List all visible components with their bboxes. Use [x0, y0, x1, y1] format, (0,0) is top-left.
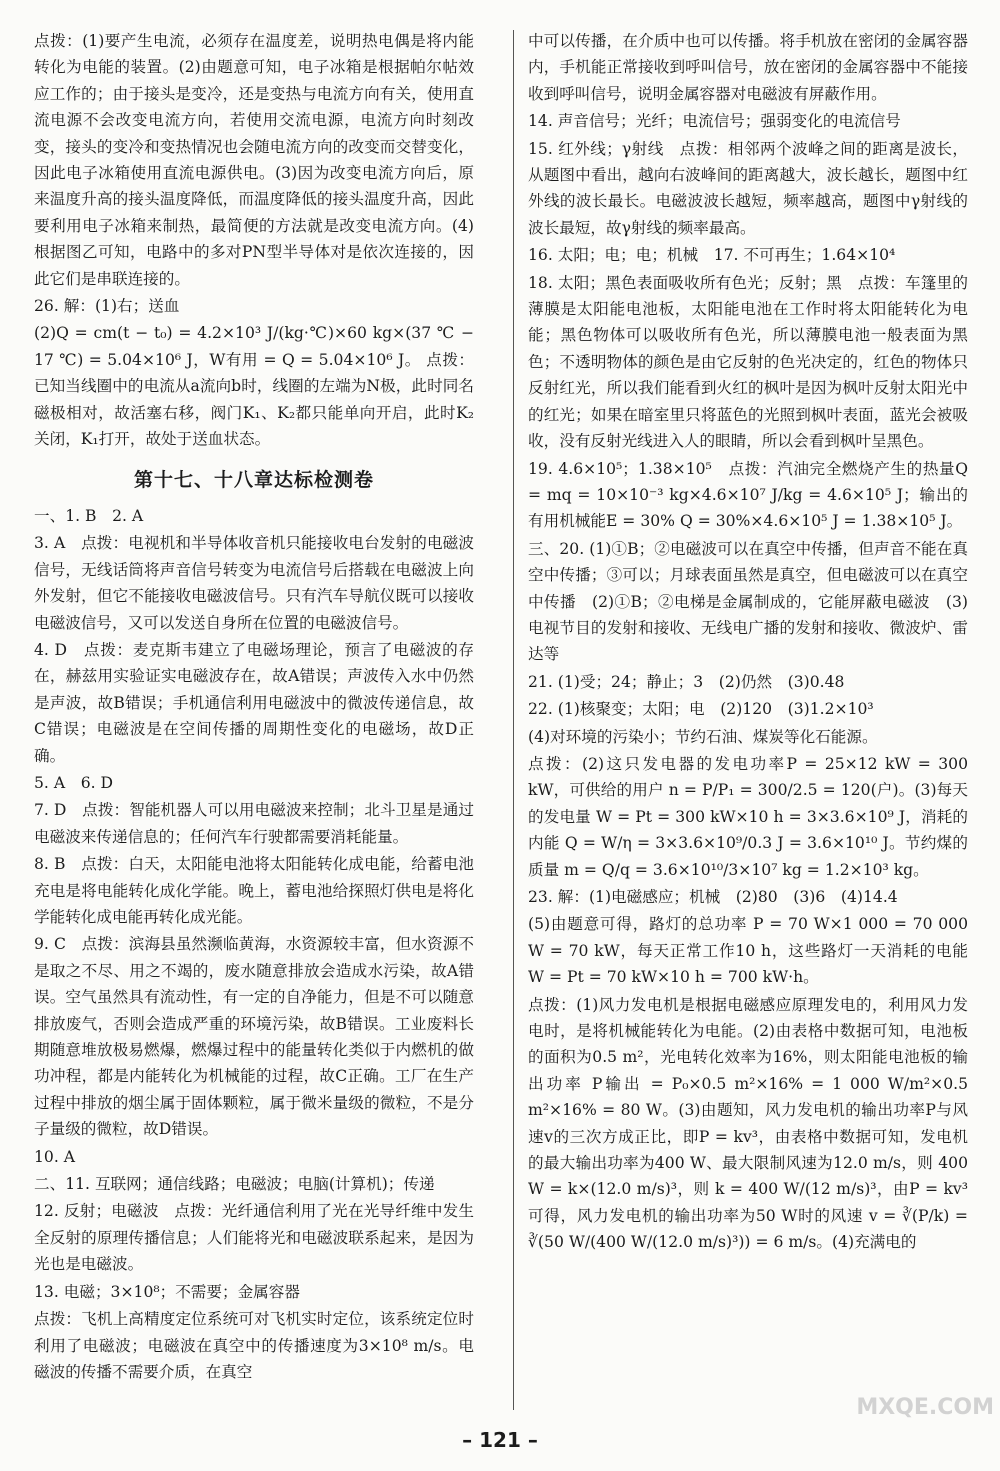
answer-8: 8. B 点拨：白天，太阳能电池将太阳能转化成电能，给蓄电池充电是将电能转化成化学能。晚上，蓄电池给探照灯供电是将化学能转化成电能再转化成光能。 [34, 855, 474, 926]
section-title: 第十七、十八章达标检测卷 [133, 468, 374, 491]
answer-13-continued: 中可以传播，在介质中也可以传播。将手机放在密闭的金属容器内，手机能正常接收到呼叫信号，放在密闭的金属容器中不能接收到呼叫信号，说明金属容器对电磁波有屏蔽作用。 [528, 32, 968, 103]
answer-26: 26. 解：(1)右；送血 [34, 297, 180, 316]
answer-5-6: 5. A 6. D [34, 773, 114, 792]
answer-22-tip: 点拨：(2)这只发电器的发电功率P = 25×12 kW = 300 kW，可供给的用户 n = P/P₁ = 300/2.5 = 120(户)。(3)每天的发电量 W = Pt = 300 kW×10 h = 3×3.6×10⁹ J，消耗的内能 Q = W/η = 3×3.6×10⁹/0.3 J = 3.6×10¹⁰ J。节约煤的质量 m = Q/q = 3.6×10¹⁰/3×10⁷ kg = 1.2×10³ kg。 [528, 754, 968, 879]
answer-14: 14. 声音信号；光纤；电流信号；强弱变化的电流信号 [528, 112, 901, 131]
answer-22-part4: (4)对环境的污染小；节约石油、煤炭等化石能源。 [528, 727, 878, 746]
answer-23-part5: (5)由题意可得，路灯的总功率 P = 70 W×1 000 = 70 000 W = 70 kW，每天正常工作10 h，这些路灯一天消耗的电能 W = Pt = 70 kW×10 h = 700 kW·h。 [528, 915, 968, 987]
answer-26-detail: (2)Q = cm(t − t₀) = 4.2×10³ J/(kg·℃)×60 kg×(37 ℃ − 17 ℃) = 5.04×10⁶ J，W有用 = Q = 5.04×10⁶ J。 点拨：已知当线圈中的电流从a流向b时，线圈的左端为N极，此时同名磁极相对，故活塞右移，阀门K₁、K₂都只能单向开启，此时K₂关闭，K₁打开，故处于送血状态。 [34, 324, 474, 449]
answer-23: 23. 解：(1)电磁感应；机械 (2)80 (3)6 (4)14.4 [528, 888, 898, 906]
answer-22: 22. (1)核聚变；太阳；电 (2)120 (3)1.2×10³ [528, 700, 874, 719]
answer-4: 4. D 点拨：麦克斯韦建立了电磁场理论，预言了电磁波的存在，赫兹用实验证实电磁波存在，故A错误；声波传入水中仍然是声波，故B错误；手机通信利用电磁波中的微波传递信息，故C错误；电磁波是在空间传播的周期性变化的电磁场，故D正确。 [34, 640, 474, 765]
answer-13-tip: 点拨：飞机上高精度定位系统可对飞机实时定位，该系统定位时利用了电磁波；电磁波在真空中的传播速度为3×10⁸ m/s。电磁波的传播不需要介质，在真空 [34, 1310, 474, 1381]
answer-13: 13. 电磁；3×10⁸；不需要；金属容器 [34, 1282, 300, 1301]
answer-12: 12. 反射；电磁波 点拨：光纤通信利用了光在光导纤维中发生全反射的原理传播信息；人们能将光和电磁波联系起来，是因为光也是电磁波。 [34, 1202, 474, 1274]
answer-15: 15. 红外线；γ射线 点拨：相邻两个波峰之间的距离是波长，从题图中看出，越向右波峰间的距离越大，波长越长，题图中红外线的波长最长。电磁波波长越短，频率越高，题图中γ射线的波长最短，故γ射线的频率最高。 [528, 139, 968, 237]
answer-9: 9. C 点拨：滨海县虽然濒临黄海，水资源较丰富，但水资源不是取之不尽、用之不竭的，废水随意排放会造成水污染，故A错误。空气虽然具有流动性，有一定的自净能力，但是不可以随意排放废气，否则会造成严重的环境污染，故B错误。工业废料长期随意堆放极易燃爆，燃爆过程中的能量转化类似于内燃机的做功冲程，都是内能转化为机械能的过程，故C正确。工厂在生产过程中排放的烟尘属于固体颗粒，属于微米量级的微粒，不是分子量级的微粒，故D错误。 [34, 935, 474, 1139]
answer-20: 三、20. (1)①B；②电磁波可以在真空中传播，但声音不能在真空中传播；③可以；月球表面虽然是真空，但电磁波可以在真空中传播 (2)①B；②电梯是金属制成的，它能屏蔽电磁波 (3)电视节目的发射和接收、无线电广播的发射和接收、微波炉、雷达等 [528, 539, 968, 664]
answer-7: 7. D 点拨：智能机器人可以用电磁波来控制；北斗卫星是通过电磁波来传递信息的；任何汽车行驶都需要消耗能量。 [34, 801, 474, 846]
answer-11: 二、11. 互联网；通信线路；电磁波；电脑(计算机)；传递 [34, 1175, 435, 1194]
watermark: MXQE.COM [856, 1395, 994, 1420]
answer-18: 18. 太阳；黑色表面吸收所有色光；反射；黑 点拨：车篷里的薄膜是太阳能电池板，太阳能电池在工作时将太阳能转化为电能；黑色物体可以吸收所有色光，所以薄膜电池一般表面为黑色；不透明物体的颜色是由它反射的色光决定的，红色的物体只反射红光，所以我们能看到火红的枫叶是因为枫叶反射太阳光中的红光；如果在暗室里只将蓝色的光照到枫叶表面，蓝光会被吸收，没有反射光线进入人的眼睛，所以会看到枫叶呈黑色。 [528, 273, 968, 451]
answer-23-tip: 点拨：(1)风力发电机是根据电磁感应原理发电的，利用风力发电时，是将机械能转化为电能。(2)由表格中数据可知，电池板的面积为0.5 m²，光电转化效率为16%，则太阳能电池板的输出功率 P输出 = P₀×0.5 m²×16% = 1 000 W/m²×0.5 m²×16% = 80 W。(3)由题知，风力发电机的输出功率P与风速v的三次方成正比，即P = kv³，由表格中数据可知，发电机的最大输出功率为400 W、最大限制风速为12.0 m/s，则 400 W = k×(12.0 m/s)³，则 k = 400 W/(12 m/s)³，由P = kv³可得，风力发电机的输出功率为50 W时的风速 v = ∛(P/k) = ∛(50 W/(400 W/(12.0 m/s)³)) = 6 m/s。(4)充满电的 [528, 995, 968, 1252]
column-divider [513, 30, 514, 1410]
answer-16-17: 16. 太阳；电；电；机械 17. 不可再生；1.64×10⁴ [528, 246, 896, 265]
right-column [528, 28, 968, 1257]
page-number: – 121 – [462, 1428, 538, 1452]
answer-3: 3. A 点拨：电视机和半导体收音机只能接收电台发射的电磁波信号，无线话筒将声音信号转变为电流信号后搭载在电磁波上向外发射，但它不能接收电磁波信号。只有汽车导航仪既可以接收电磁波信号，又可以发送自身所在位置的电磁波信号。 [34, 534, 474, 632]
left-column [34, 28, 474, 1386]
answer-21: 21. (1)受；24；静止；3 (2)仍然 (3)0.48 [528, 672, 845, 691]
answer-19: 19. 4.6×10⁵；1.38×10⁵ 点拨：汽油完全燃烧产生的热量Q = mq = 10×10⁻³ kg×4.6×10⁷ J/kg = 4.6×10⁵ J；输出的有用机械能E = 30% Q = 30%×4.6×10⁵ J = 1.38×10⁵ J。 [528, 459, 968, 531]
answer-10: 10. A [34, 1147, 76, 1166]
answer-1-2: 一、1. B 2. A [34, 506, 144, 525]
answer-25-tip: 点拨：(1)要产生电流，必须存在温度差，说明热电偶是将内能转化为电能的装置。(2)由题意可知，电子冰箱是根据帕尔帖效应工作的；由于接头是变冷，还是变热与电流方向有关，使用直流电源不会改变电流方向，若使用交流电源，电流方向时刻改变，接头的变冷和变热情况也会随电流方向的改变而交替变化，因此电子冰箱使用直流电源供电。(3)因为改变电流方向后，原来温度升高的接头温度降低，而温度降低的接头温度升高，因此要利用电子冰箱来制热，最简便的方法就是改变电流方向。(4)根据图乙可知，电路中的多对PN型半导体对是依次连接的，因此它们是串联连接的。 [34, 32, 474, 288]
